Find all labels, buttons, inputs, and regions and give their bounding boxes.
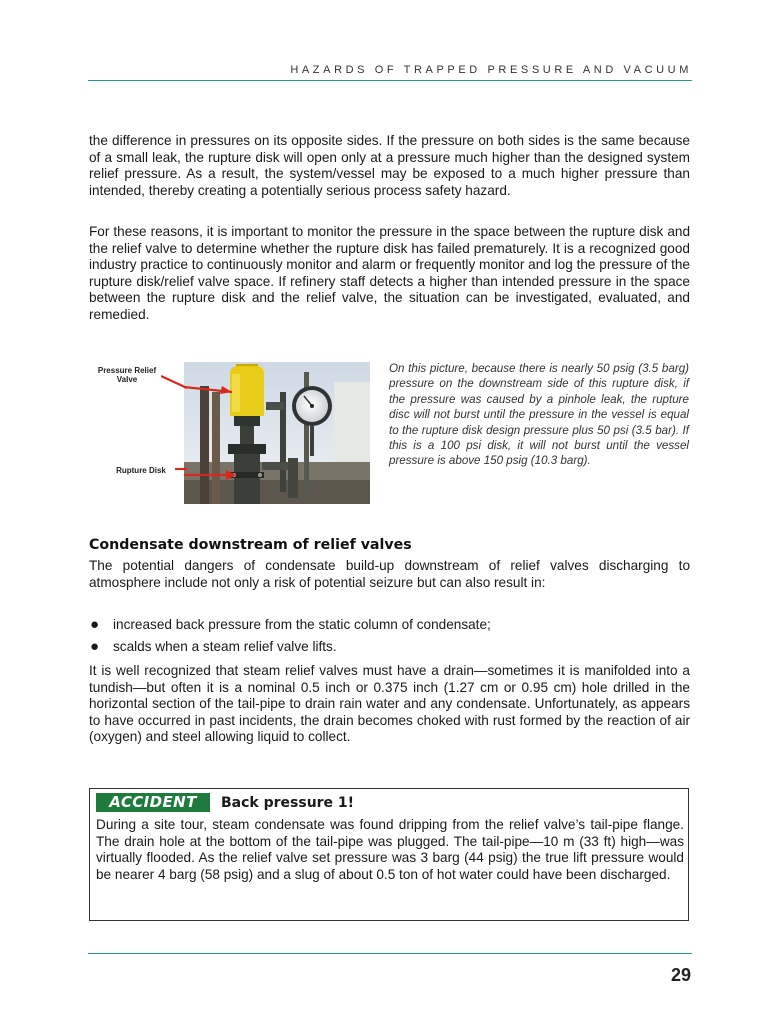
accident-box	[89, 788, 689, 921]
section-heading: Condensate downstream of relief valves	[89, 537, 412, 553]
figure-label-relief-valve	[89, 366, 165, 384]
valve-photo-illustration	[184, 362, 370, 504]
paragraph-1-text: the difference in pressures on its opposite sides. If the pressure on both sides is the same because of a small leak, the rupture disk will open only at a pressure much higher than the designed system relief pressure. As a result, the system/vessel may be exposed to a much higher pressure than intended, thereby creating a potentially serious process safety hazard.	[89, 133, 690, 198]
header-rule	[88, 80, 692, 81]
running-head: HAZARDS OF TRAPPED PRESSURE AND VACUUM	[290, 64, 692, 76]
list-item-text: increased back pressure from the static column of condensate;	[113, 617, 491, 632]
accident-text: During a site tour, steam condensate was found dripping from the relief valve’s tail-pipe flange. The drain hole at the bottom of the tail-pipe was plugged. The tail-pipe—10 m (33 ft) high—was virtually flooded. As the relief valve set pressure was 3 barg (44 psig) the true lift pressure would be nearer 4 barg (58 psig) and a slug of about 0.5 ton of hot water could have been discharged.	[96, 817, 684, 882]
bullet-list	[89, 617, 690, 661]
paragraph-3	[89, 558, 690, 591]
bullet-icon: ●	[90, 638, 100, 655]
bullet-icon: ●	[90, 616, 100, 633]
list-item	[89, 617, 690, 639]
figure-label-relief-valve-line2: Valve	[116, 375, 138, 384]
accident-title: Back pressure 1!	[221, 795, 355, 811]
list-item-text: scalds when a steam relief valve lifts.	[113, 639, 337, 654]
figure-label-relief-valve-line1: Pressure Relief	[97, 366, 157, 375]
accident-badge: ACCIDENT	[96, 793, 210, 812]
arrow-to-rupture-disk-icon	[175, 464, 187, 474]
figure	[89, 360, 371, 505]
paragraph-4	[89, 663, 690, 746]
list-item	[89, 639, 690, 661]
paragraph-1	[89, 133, 690, 199]
page-number: 29	[670, 965, 691, 985]
paragraph-2-text: For these reasons, it is important to monitor the pressure in the space between the rupture disk and the relief valve to determine whether the rupture disk has failed prematurely. It is a recognized good industry practice to continuously monitor and alarm or frequently monitor and log the pressure of the rupture disk/relief valve space. If refinery staff detects a higher than intended pressure in the space between the rupture disk and the relief valve, the situation can be investigated, evaluated, and remedied.	[89, 224, 690, 322]
footer-rule	[88, 953, 692, 954]
paragraph-3-text: The potential dangers of condensate build-up downstream of relief valves discharging to atmosphere include not only a risk of potential seizure but can also result in:	[89, 558, 690, 590]
paragraph-2	[89, 224, 690, 324]
figure-label-rupture-disk: Rupture Disk	[116, 466, 166, 475]
arrow-to-relief-valve-icon	[161, 370, 187, 392]
figure-caption: On this picture, because there is nearly 50 psig (3.5 barg) pressure on the downstream side of this rupture disk, if the pressure was caused by a pinhole leak, the rupture disc will not burst until the pressure in the vessel is equal to the rupture disk design pressure plus 50 psi (3.5 bar). If this is a 100 psi disk, it will not burst until the vessel pressure is above 150 psig (10.3 barg).	[389, 362, 689, 468]
paragraph-4-text: It is well recognized that steam relief valves must have a drain—sometimes it is manifolded into a tundish—but often it is a nominal 0.5 inch or 0.375 inch (1.27 cm or 0.95 cm) hole drilled in the horizontal section of the tail-pipe to drain rain water and any condensate. Unfortunately, as appears to have occurred in past incidents, the drain becomes choked with rust formed by the reaction of air (oxygen) and steel allowing liquid to collect.	[89, 663, 690, 745]
valve-photo	[184, 362, 370, 504]
